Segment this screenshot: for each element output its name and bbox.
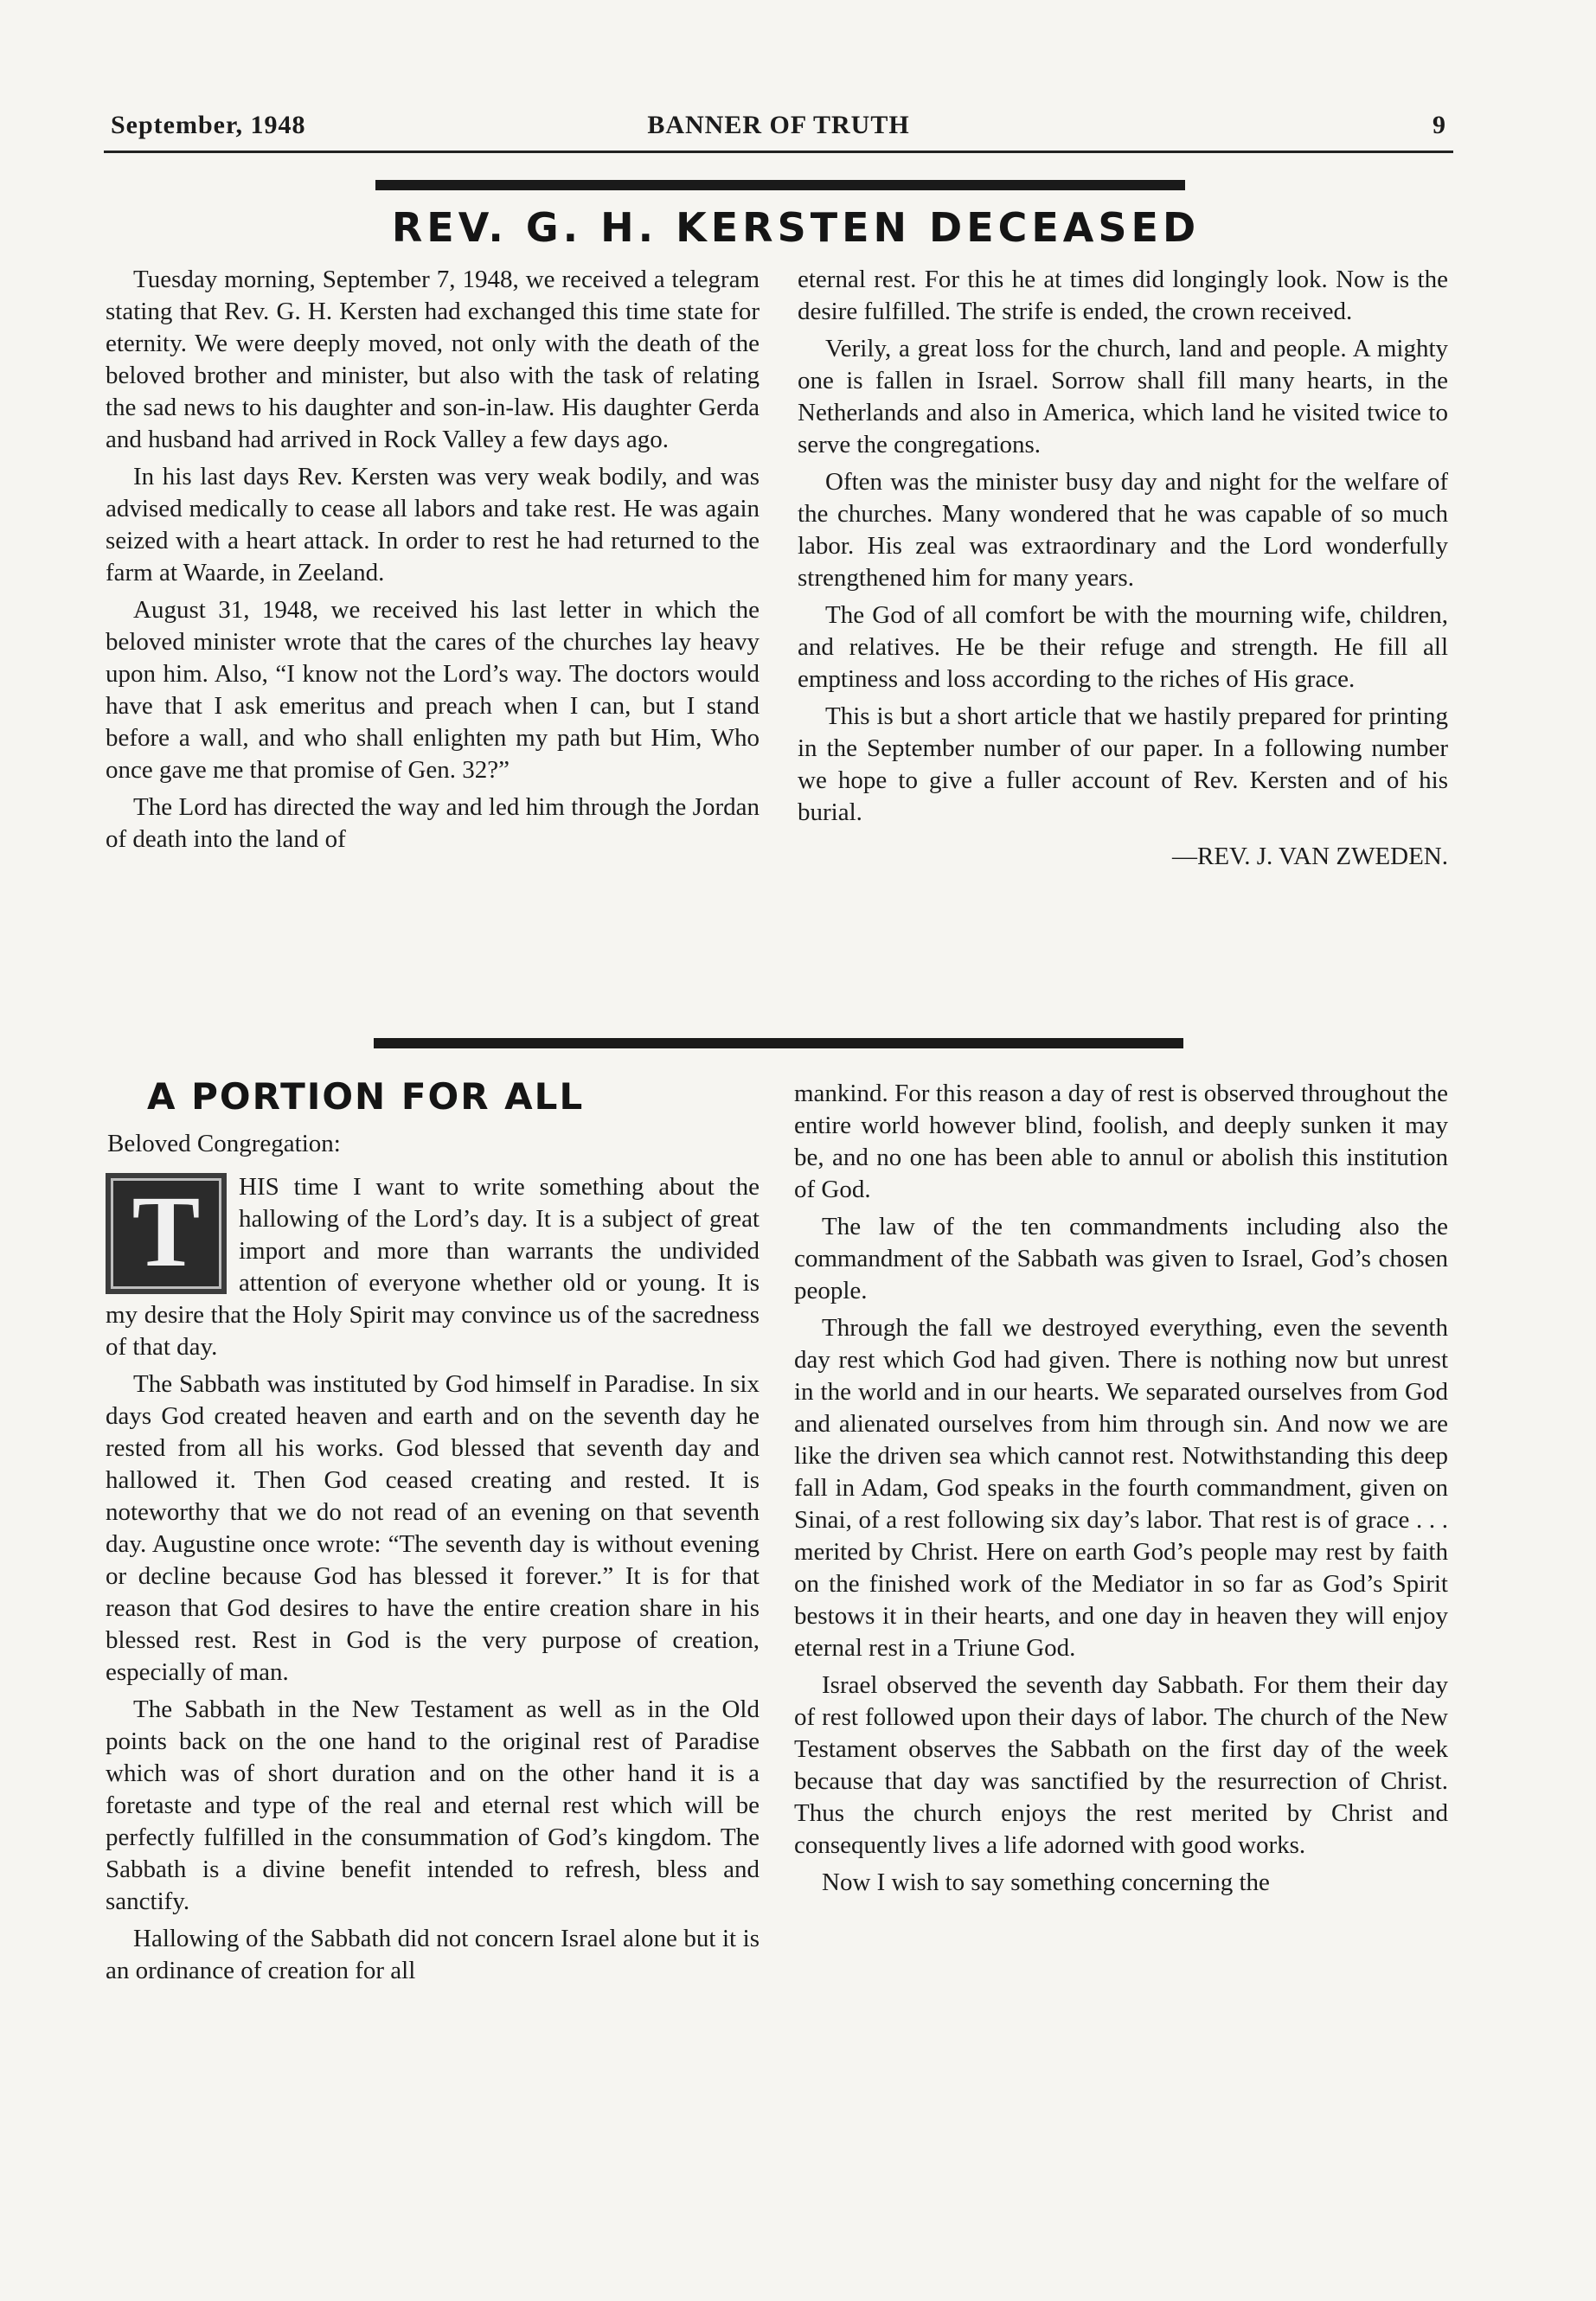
paragraph: Hallowing of the Sabbath did not concern Israel alone but it is an ordinance of creation for all xyxy=(106,1925,760,1984)
paragraph: Israel observed the seventh day Sabbath. For them their day of rest followed upon their days of labor. The church of the New Testament observes the Sabbath on the first day of the week because that day was sanctified by the resurrection of Christ. Thus the church enjoys the rest merited by Christ and consequently lives a life adorned with good works. xyxy=(794,1671,1448,1859)
paragraph: The Sabbath in the New Testament as well as in the Old points back on the one hand to the original rest of Paradise which was of short duration and on the other hand it is a foretaste and type of the real and eternal rest which will be perfectly fulfilled in the consummation of God’s kingdom. The Sabbath is a divine benefit intended to refresh, bless and sanctify. xyxy=(106,1695,760,1915)
paragraph: mankind. For this reason a day of rest is observed throughout the entire world however blind, foolish, and deeply sunken it may be, and no one has been able to annul or abolish this institution of God. xyxy=(794,1080,1448,1203)
article2-right-column xyxy=(794,1078,1448,1904)
paragraph: The God of all comfort be with the mourning wife, children, and relatives. He be their refuge and strength. He fill all emptiness and loss according to the riches of His grace. xyxy=(798,601,1448,693)
article1-title: REV. G. H. KERSTEN DECEASED xyxy=(391,204,1201,251)
article1-right-column xyxy=(798,264,1448,878)
salutation: Beloved Congregation: xyxy=(107,1130,341,1157)
article2-left-column xyxy=(106,1171,760,1992)
paragraph: Through the fall we destroyed everything, even the seventh day rest which God had given. There is nothing now but unrest in the world and in our hearts. We separated ourselves from God and alienated ourselves from him through sin. And now we are like the driven sea which cannot rest. Notwithstanding this deep fall in Adam, God speaks in the fourth commandment, given on Sinai, of a rest following six day’s labor. That rest is of grace . . . merited by Christ. Here on earth God’s people may rest by faith on the finished work of the Mediator in so far as God’s Spirit bestows it in their hearts, and one day in heaven they will enjoy eternal rest in a Triune God. xyxy=(794,1314,1448,1662)
paragraph: August 31, 1948, we received his last letter in which the beloved minister wrote that the cares of the churches lay heavy upon him. Also, “I know not the Lord’s way. The doctors would have that I ask emeritus and preach when I can, but I stand before a wall, and who shall enlighten my path but Him, Who once gave me that promise of Gen. 32?” xyxy=(106,596,760,784)
article2-title: A PORTION FOR ALL xyxy=(147,1075,585,1118)
article1-top-rule xyxy=(375,180,1185,190)
paragraph: Often was the minister busy day and night for the welfare of the churches. Many wondered that he was capable of so much labor. His zeal was extraordinary and the Lord wonderfully strengthened him for many years. xyxy=(798,468,1448,592)
header-page-number: 9 xyxy=(1433,111,1446,139)
signature: —REV. J. VAN ZWEDEN. xyxy=(1171,843,1448,870)
paragraph: Tuesday morning, September 7, 1948, we received a telegram stating that Rev. G. H. Kersten had exchanged this time state for eternity. We were deeply moved, not only with the death of the beloved brother and minister, but also with the task of relating the sad news to his daughter and son-in-law. His daughter Gerda and husband had arrived in Rock Valley a few days ago. xyxy=(106,266,760,453)
paragraph: The Sabbath was instituted by God himself in Paradise. In six days God created heaven and earth and on the seventh day he rested from all his works. God blessed that seventh day and hallowed it. Then God ceased creating and rested. It is noteworthy that we do not read of an evening on that seventh day. Augustine once wrote: “The seventh day is without evening or decline because God has blessed it forever.” It is for that reason that God desires to have the entire creation share in his blessed rest. Rest in God is the very purpose of creation, especially of man. xyxy=(106,1370,760,1686)
first-paragraph xyxy=(106,1171,760,1363)
running-header xyxy=(104,106,1453,153)
paragraph: eternal rest. For this he at times did longingly look. Now is the desire fulfilled. The strife is ended, the crown received. xyxy=(798,266,1448,325)
paragraph: Verily, a great loss for the church, land and people. A mighty one is fallen in Israel. Sorrow shall fill many hearts, in the Netherlands and also in America, which land he visited twice to serve the congregations. xyxy=(798,335,1448,458)
article1-left-column xyxy=(106,264,760,861)
paragraph: This is but a short article that we hastily prepared for printing in the September number of our paper. In a following number we hope to give a fuller account of Rev. Kersten and of his burial. xyxy=(798,702,1448,826)
first-paragraph-text: HIS time I want to write something about the hallowing of the Lord’s day. It is a subject of great import and more than warrants the undivided attention of everyone whether old or young. It is my desire that the Holy Spirit may convince us of the sacredness of that day. xyxy=(106,1173,760,1361)
header-publication: BANNER OF TRUTH xyxy=(647,111,910,139)
paragraph: In his last days Rev. Kersten was very weak bodily, and was advised medically to cease all labors and take rest. He was again seized with a heart attack. In order to rest he had returned to the farm at Waarde, in Zeeland. xyxy=(106,463,760,586)
paragraph: The law of the ten commandments including also the commandment of the Sabbath was given to Israel, God’s chosen people. xyxy=(794,1213,1448,1304)
article2-top-rule xyxy=(374,1038,1183,1048)
dropcap-ornament-icon: T xyxy=(106,1173,227,1294)
paragraph: The Lord has directed the way and led him through the Jordan of death into the land of xyxy=(106,793,760,853)
header-date: September, 1948 xyxy=(111,111,306,139)
paragraph: Now I wish to say something concerning the xyxy=(822,1868,1270,1896)
